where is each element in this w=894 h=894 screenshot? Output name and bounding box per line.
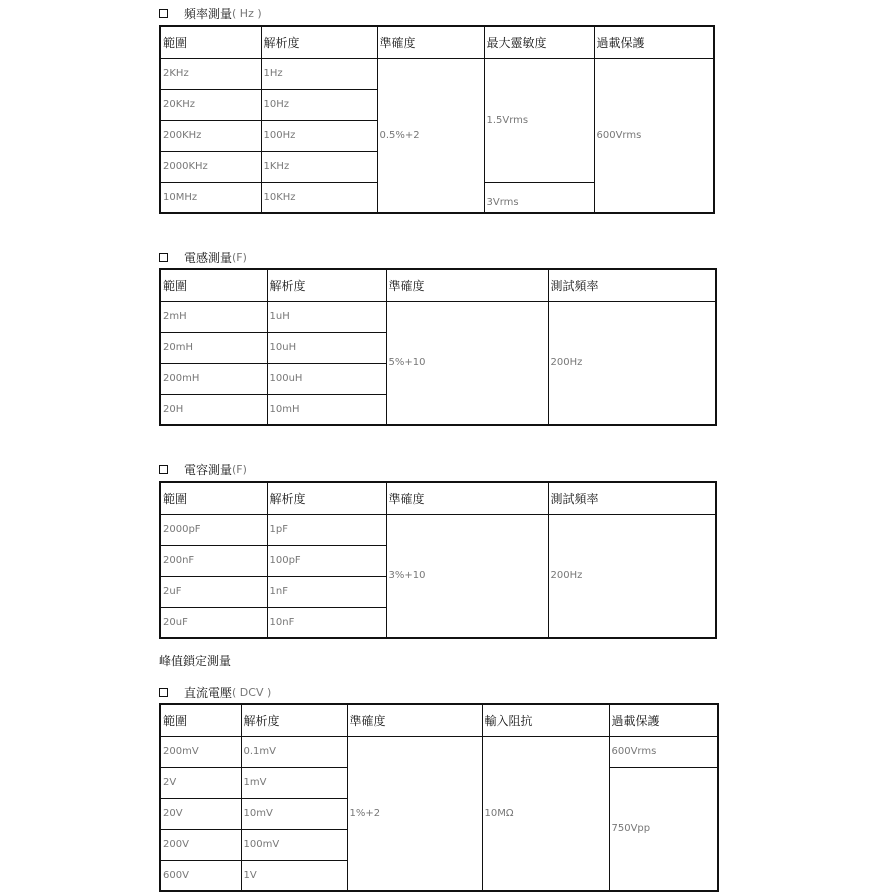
resolution-cell: 10mV <box>241 798 347 829</box>
resolution-cell: 100Hz <box>261 120 377 151</box>
range-cell: 200nF <box>160 545 267 576</box>
resolution-cell: 1pF <box>267 514 386 545</box>
accuracy-cell: 3%+10 <box>386 514 548 638</box>
input-impedance-cell: 10MΩ <box>482 736 609 891</box>
header-cell: 解析度 <box>241 704 347 736</box>
range-cell: 2KHz <box>160 58 261 89</box>
resolution-cell: 100pF <box>267 545 386 576</box>
checkbox-icon <box>159 9 168 18</box>
section-title: 頻率測量 <box>184 7 233 21</box>
range-cell: 2000pF <box>160 514 267 545</box>
resolution-cell: 10uH <box>267 332 386 363</box>
range-cell: 200V <box>160 829 241 860</box>
range-cell: 2uF <box>160 576 267 607</box>
header-cell: 解析度 <box>267 269 386 301</box>
resolution-cell: 1V <box>241 860 347 891</box>
range-cell: 20uF <box>160 607 267 638</box>
resolution-cell: 100mV <box>241 829 347 860</box>
header-cell: 範圍 <box>160 26 261 58</box>
header-cell: 輸入阻抗 <box>482 704 609 736</box>
test-frequency-cell: 200Hz <box>548 301 716 425</box>
table-row <box>160 301 716 332</box>
capacitance-table <box>159 481 717 639</box>
resolution-cell: 0.1mV <box>241 736 347 767</box>
table-row <box>160 58 714 89</box>
resolution-cell: 100uH <box>267 363 386 394</box>
accuracy-cell: 1%+2 <box>347 736 482 891</box>
range-cell: 2000KHz <box>160 151 261 182</box>
section-subtitle: (F) <box>232 251 247 264</box>
resolution-cell: 1mV <box>241 767 347 798</box>
range-cell: 2mH <box>160 301 267 332</box>
resolution-cell: 1Hz <box>261 58 377 89</box>
range-cell: 600V <box>160 860 241 891</box>
range-cell: 200mH <box>160 363 267 394</box>
header-cell: 解析度 <box>261 26 377 58</box>
header-cell: 準確度 <box>386 482 548 514</box>
range-cell: 20V <box>160 798 241 829</box>
header-cell: 解析度 <box>267 482 386 514</box>
resolution-cell: 10Hz <box>261 89 377 120</box>
header-cell: 範圍 <box>160 482 267 514</box>
inductance-heading <box>159 249 247 266</box>
header-cell: 準確度 <box>347 704 482 736</box>
overload-cell: 600Vrms <box>609 736 718 767</box>
range-cell: 200mV <box>160 736 241 767</box>
section-title: 電容測量 <box>184 463 233 477</box>
resolution-cell: 1uH <box>267 301 386 332</box>
range-cell: 2V <box>160 767 241 798</box>
frequency-table <box>159 25 715 214</box>
sensitivity-cell: 1.5Vrms <box>484 58 594 182</box>
section-subtitle: ( Hz ) <box>232 7 262 20</box>
header-cell: 過載保護 <box>609 704 718 736</box>
dcv-table <box>159 703 719 892</box>
resolution-cell: 10KHz <box>261 182 377 213</box>
table-row <box>160 514 716 545</box>
dcv-heading <box>159 684 271 701</box>
header-cell: 範圍 <box>160 704 241 736</box>
range-cell: 20H <box>160 394 267 425</box>
table-header-row <box>160 269 716 301</box>
range-cell: 10MHz <box>160 182 261 213</box>
table-header-row <box>160 26 714 58</box>
header-cell: 測試頻率 <box>548 482 716 514</box>
range-cell: 20KHz <box>160 89 261 120</box>
range-cell: 20mH <box>160 332 267 363</box>
header-cell: 測試頻率 <box>548 269 716 301</box>
header-cell: 過載保護 <box>594 26 714 58</box>
checkbox-icon <box>159 253 168 262</box>
checkbox-icon <box>159 465 168 474</box>
resolution-cell: 1KHz <box>261 151 377 182</box>
sensitivity-cell: 3Vrms <box>484 182 594 213</box>
table-header-row <box>160 704 718 736</box>
frequency-heading <box>159 5 262 22</box>
section-title: 直流電壓 <box>184 686 233 700</box>
table-header-row <box>160 482 716 514</box>
section-subtitle: (F) <box>232 463 247 476</box>
section-subtitle: ( DCV ) <box>232 686 272 699</box>
resolution-cell: 10nF <box>267 607 386 638</box>
header-cell: 準確度 <box>386 269 548 301</box>
resolution-cell: 1nF <box>267 576 386 607</box>
overload-cell: 600Vrms <box>594 58 714 213</box>
accuracy-cell: 0.5%+2 <box>377 58 484 213</box>
table-row <box>160 736 718 767</box>
checkbox-icon <box>159 688 168 697</box>
header-cell: 準確度 <box>377 26 484 58</box>
inductance-table <box>159 268 717 426</box>
overload-cell: 750Vpp <box>609 767 718 891</box>
header-cell: 最大靈敏度 <box>484 26 594 58</box>
section-title: 電感測量 <box>184 251 233 265</box>
header-cell: 範圍 <box>160 269 267 301</box>
resolution-cell: 10mH <box>267 394 386 425</box>
capacitance-heading <box>159 461 247 478</box>
test-frequency-cell: 200Hz <box>548 514 716 638</box>
peak-hold-title: 峰值鎖定測量 <box>159 654 232 668</box>
accuracy-cell: 5%+10 <box>386 301 548 425</box>
range-cell: 200KHz <box>160 120 261 151</box>
